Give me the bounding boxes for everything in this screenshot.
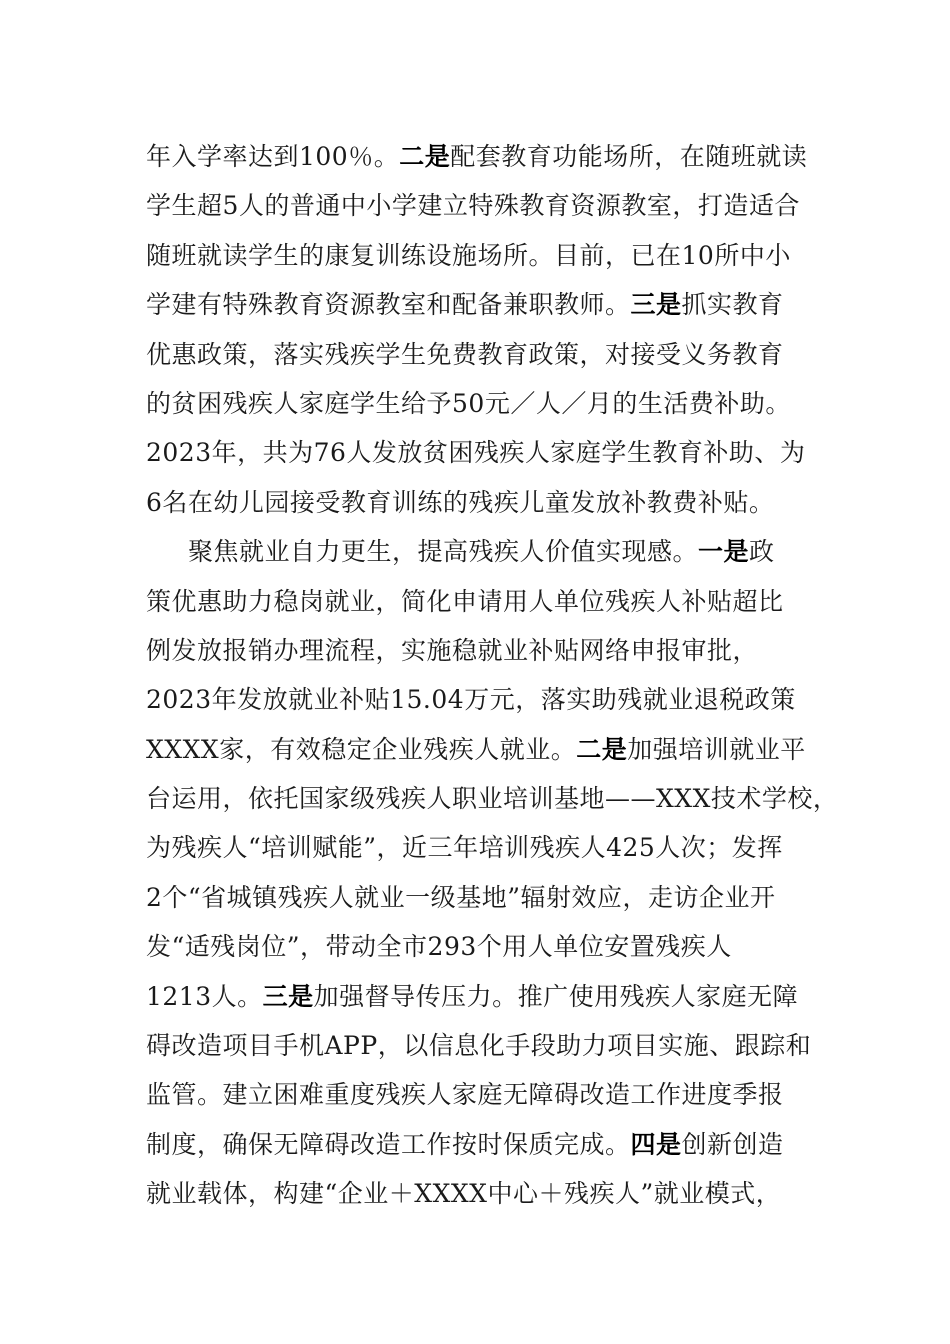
text-line: 学建有特殊教育资源教室和配备兼职教师。三是抓实教育 xyxy=(146,290,784,320)
text-line: 6名在幼儿园接受教育训练的残疾儿童发放补教费补贴。 xyxy=(146,487,775,517)
emphasis: 三是 xyxy=(262,981,314,1011)
text-line: 例发放报销办理流程，实施稳就业补贴网络申报审批， xyxy=(146,635,759,665)
text-line: 随班就读学生的康复训练设施场所。目前，已在10所中小 xyxy=(146,240,791,270)
text-line: 学生超5人的普通中小学建立特殊教育资源教室，打造适合 xyxy=(146,191,800,221)
paragraph-2 xyxy=(146,527,839,1218)
text-line: 制度，确保无障碍改造工作按时保质完成。四是创新创造 xyxy=(146,1129,784,1159)
text-line: 监管。建立困难重度残疾人家庭无障碍改造工作进度季报 xyxy=(146,1080,784,1110)
paragraph-1 xyxy=(146,132,816,527)
text-line: 1213人。三是加强督导传压力。推广使用残疾人家庭无障 xyxy=(146,981,799,1011)
text-line: 就业载体，构建“企业＋XXXX中心＋残疾人”就业模式， xyxy=(146,1179,782,1209)
text-line: XXXX家，有效稳定企业残疾人就业。二是加强培训就业平 xyxy=(146,734,806,764)
emphasis: 四是 xyxy=(630,1129,682,1159)
document-body xyxy=(146,132,839,1219)
text-line: 为残疾人“培训赋能”，近三年培训残疾人425人次；发挥 xyxy=(146,833,783,863)
text-line: 聚焦就业自力更生，提高残疾人价值实现感。一是政 xyxy=(188,537,775,567)
emphasis: 二是 xyxy=(399,142,451,171)
text-line: 优惠政策，落实残疾学生免费教育政策，对接受义务教育 xyxy=(146,339,784,369)
text-line: 2个“省城镇残疾人就业一级基地”辐射效应，走访企业开 xyxy=(146,882,776,912)
emphasis: 三是 xyxy=(630,290,682,320)
text-line: 策优惠助力稳岗就业，简化申请用人单位残疾人补贴超比 xyxy=(146,586,784,616)
text-line: 碍改造项目手机APP，以信息化手段助力项目实施、跟踪和 xyxy=(146,1031,812,1061)
text-line: 的贫困残疾人家庭学生给予50元／人／月的生活费补助。 xyxy=(146,388,791,418)
text-line: 年入学率达到100％。二是配套教育功能场所，在随班就读 xyxy=(146,142,808,171)
text-line: 发“适残岗位”，带动全市293个用人单位安置残疾人 xyxy=(146,932,732,962)
emphasis: 一是 xyxy=(698,537,750,567)
text-line: 2023年，共为76人发放贫困残疾人家庭学生教育补助、为 xyxy=(146,438,806,468)
emphasis: 二是 xyxy=(576,734,628,764)
text-line: 台运用，依托国家级残疾人职业培训基地——XXX技术学校， xyxy=(146,784,839,814)
text-line: 2023年发放就业补贴15.04万元，落实助残就业退税政策 xyxy=(146,685,796,715)
